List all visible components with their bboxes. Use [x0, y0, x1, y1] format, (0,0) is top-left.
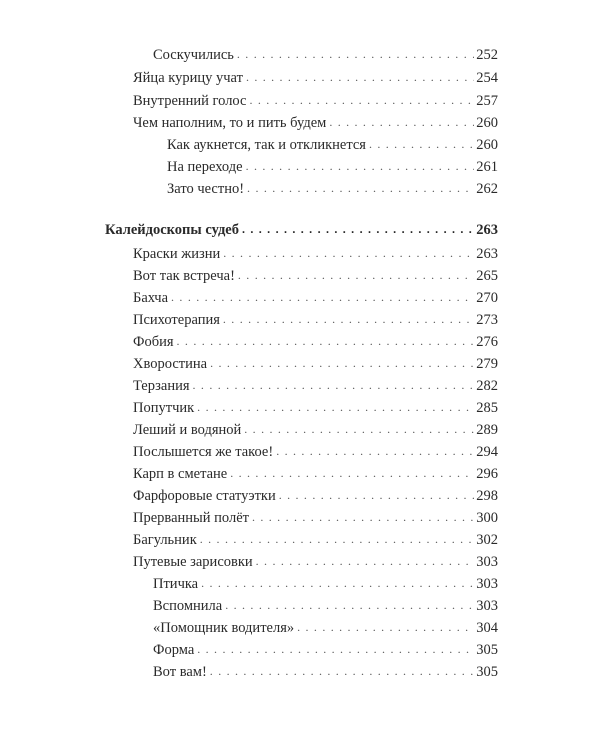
toc-entry-title: Леший и водяной: [133, 422, 242, 438]
toc-entry-page: 302: [476, 532, 498, 548]
toc-entry: [133, 356, 498, 373]
toc-entry-title: Послышется же такое!: [133, 444, 274, 460]
toc-entry-page: 282: [476, 378, 498, 394]
dot-leader: [279, 487, 475, 504]
dot-leader: [177, 333, 475, 350]
dot-leader: [223, 311, 474, 328]
toc-entry: [153, 576, 498, 593]
toc-entry: [133, 488, 498, 505]
dot-leader: [246, 158, 475, 175]
toc-entry-title: Вот так встреча!: [133, 268, 235, 284]
toc-entry-page: 276: [476, 334, 498, 350]
dot-leader: [193, 377, 475, 394]
toc-entry: [133, 312, 498, 329]
toc-entry-title: «Помощник водителя»: [153, 620, 295, 636]
toc-entry-title: Фобия: [133, 334, 174, 350]
toc-entry: [133, 115, 498, 132]
toc-entry: [153, 47, 498, 64]
toc-entry: [133, 444, 498, 461]
dot-leader: [246, 69, 474, 86]
toc-entry-title: Калейдоскопы судеб: [105, 222, 239, 238]
toc-entry-title: Птичка: [153, 576, 199, 592]
toc-entry-page: 263: [476, 222, 498, 238]
toc-entry-title: Карп в сметане: [133, 466, 228, 482]
toc-entry-title: Зато честно!: [167, 181, 245, 197]
toc-entry: [167, 181, 498, 198]
toc-entry-title: Как аукнется, так и откликнется: [167, 137, 366, 153]
dot-leader: [249, 92, 474, 109]
toc-entry: [133, 554, 498, 571]
toc-entry-page: 260: [476, 115, 498, 131]
toc-entry-title: Яйца курицу учат: [133, 70, 243, 86]
dot-leader: [244, 421, 474, 438]
toc-entry: [133, 290, 498, 307]
toc-entry: [133, 422, 498, 439]
toc-entry-title: Терзания: [133, 378, 190, 394]
toc-entry-page: 296: [476, 466, 498, 482]
toc-entry-page: 261: [476, 159, 498, 175]
toc-entry-title: Вспомнила: [153, 598, 223, 614]
toc-entry-page: 260: [476, 137, 498, 153]
toc-entry-title: Прерванный полёт: [133, 510, 249, 526]
toc-entry-page: 305: [476, 642, 498, 658]
dot-leader: [252, 509, 474, 526]
toc-entry-page: 257: [476, 93, 498, 109]
toc-entry: [133, 378, 498, 395]
toc-entry-page: 300: [476, 510, 498, 526]
dot-leader: [237, 46, 474, 63]
toc-entry-page: 263: [476, 246, 498, 262]
toc-entry-page: 252: [476, 47, 498, 63]
dot-leader: [197, 641, 474, 658]
toc-entry-page: 262: [476, 181, 498, 197]
toc-entry: [133, 510, 498, 527]
toc-entry-page: 294: [476, 444, 498, 460]
toc-entry: [133, 532, 498, 549]
toc-entry-title: Чем наполним, то и пить будем: [133, 115, 327, 131]
dot-leader: [210, 355, 474, 372]
dot-leader: [297, 619, 474, 636]
dot-leader: [238, 267, 474, 284]
dot-leader: [230, 465, 474, 482]
toc-entry-title: Вот вам!: [153, 664, 207, 680]
toc-entry-page: 303: [476, 554, 498, 570]
toc-entry-title: Внутренний голос: [133, 93, 247, 109]
toc-entry-title: Хворостина: [133, 356, 208, 372]
toc-entry-title: Путевые зарисовки: [133, 554, 253, 570]
dot-leader: [223, 245, 474, 262]
toc-entry: [167, 159, 498, 176]
toc-entry-title: Соскучились: [153, 47, 234, 63]
dot-leader: [197, 399, 474, 416]
toc-entry-page: 265: [476, 268, 498, 284]
dot-leader: [369, 136, 474, 153]
dot-leader: [200, 531, 475, 548]
toc-entry-page: 254: [476, 70, 498, 86]
toc-entry: [153, 642, 498, 659]
dot-leader: [201, 575, 474, 592]
toc-entry-page: 305: [476, 664, 498, 680]
toc-entry: [167, 137, 498, 154]
toc-entry: [153, 664, 498, 681]
dot-leader: [210, 663, 474, 680]
toc-entry-page: 279: [476, 356, 498, 372]
toc-entry-page: 303: [476, 598, 498, 614]
toc-entry-page: 303: [476, 576, 498, 592]
toc-entry: [133, 268, 498, 285]
toc-entry: [153, 598, 498, 615]
dot-leader: [329, 114, 474, 131]
toc-entry-page: 298: [476, 488, 498, 504]
dot-leader: [225, 597, 474, 614]
toc-entry-page: 270: [476, 290, 498, 306]
toc-entry-page: 285: [476, 400, 498, 416]
toc-entry-title: Фарфоровые статуэтки: [133, 488, 276, 504]
toc-entry: [133, 466, 498, 483]
toc-entry-title: Форма: [153, 642, 195, 658]
toc-entry: [133, 70, 498, 87]
toc-entry: [133, 400, 498, 417]
toc-entry: [133, 93, 498, 110]
toc-entry: [133, 334, 498, 351]
toc-entry-title: На переходе: [167, 159, 243, 175]
toc-entry-title: Багульник: [133, 532, 197, 548]
toc-entry-title: Попутчик: [133, 400, 195, 416]
toc-section-heading: [105, 222, 498, 239]
toc-entry: [133, 246, 498, 263]
toc-entry-page: 304: [476, 620, 498, 636]
dot-leader: [276, 443, 474, 460]
dot-leader: [171, 289, 474, 306]
toc-entry-title: Бахча: [133, 290, 169, 306]
toc-entry-title: Психотерапия: [133, 312, 220, 328]
dot-leader: [247, 180, 474, 197]
toc-entry-page: 289: [476, 422, 498, 438]
toc-entry: [153, 620, 498, 637]
dot-leader: [256, 553, 475, 570]
toc-entry-page: 273: [476, 312, 498, 328]
toc-entry-title: Краски жизни: [133, 246, 221, 262]
dot-leader: [242, 221, 474, 238]
